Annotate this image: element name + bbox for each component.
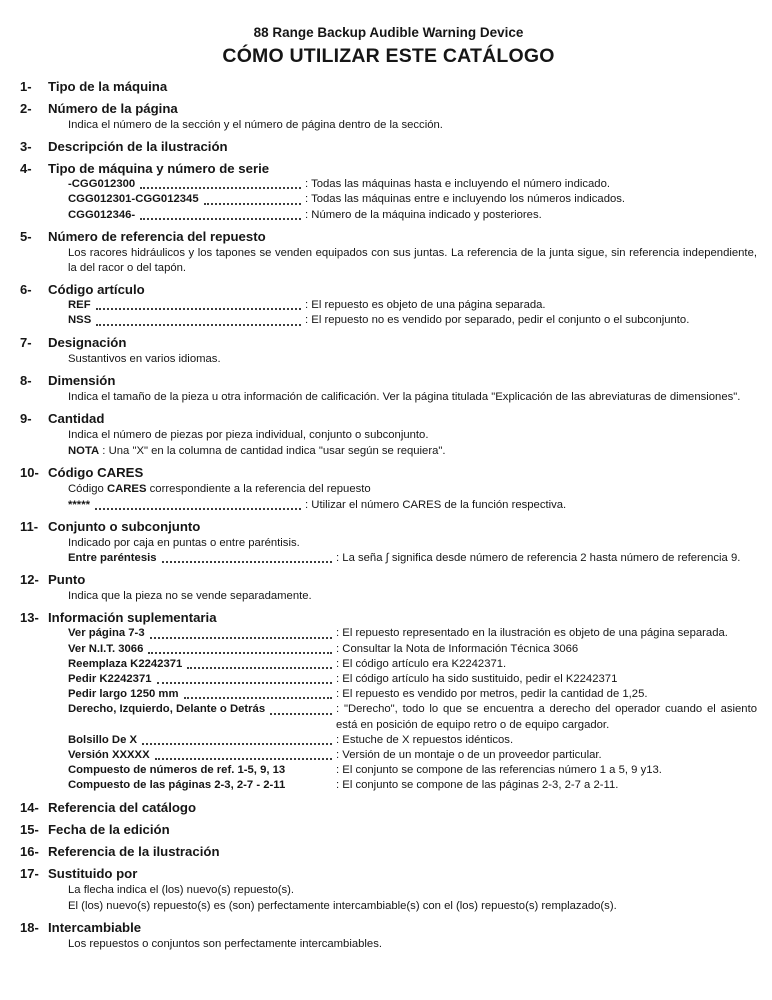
definition-row xyxy=(68,687,757,702)
definition-description: : El repuesto es objeto de una página separada. xyxy=(305,298,757,313)
section xyxy=(20,78,757,95)
definition-row xyxy=(68,626,757,641)
definition-term: REF xyxy=(68,299,91,312)
section-number: 10- xyxy=(20,465,39,481)
section-content xyxy=(48,609,757,793)
section-title: Tipo de máquina y número de serie xyxy=(48,161,270,177)
section-content xyxy=(48,160,757,223)
paragraph-text: Código xyxy=(68,483,107,496)
paragraph-text: Indicado por caja en puntas o entre paréntisis. xyxy=(68,536,300,549)
dotted-leader xyxy=(184,697,332,699)
dotted-leader xyxy=(157,682,332,684)
section-paragraph xyxy=(48,482,757,497)
definition-termwrap xyxy=(68,551,336,566)
definition-row xyxy=(68,657,757,672)
section-number: 18- xyxy=(20,920,39,936)
section xyxy=(20,410,757,459)
section xyxy=(20,518,757,566)
definition-description: : La seña ∫ significa desde número de referencia 2 hasta número de referencia 9. xyxy=(336,551,757,566)
definition-termwrap xyxy=(68,702,336,717)
definition-description: : El repuesto es vendido por metros, pedir la cantidad de 1,25. xyxy=(336,687,757,702)
section-title: Intercambiable xyxy=(48,920,142,936)
definition-termwrap xyxy=(68,733,336,748)
section-paragraph xyxy=(48,390,757,405)
definition-term: ***** xyxy=(68,498,90,511)
definition-term: Compuesto de las páginas 2-3, 2-7 - 2-11 xyxy=(68,779,286,792)
section-title: Descripción de la ilustración xyxy=(48,139,228,155)
page-title: CÓMO UTILIZAR ESTE CATÁLOGO xyxy=(222,45,555,67)
section-number: 8- xyxy=(20,372,32,388)
section-number: 1- xyxy=(20,79,32,94)
definition-term: Ver N.I.T. 3066 xyxy=(68,642,144,655)
paragraph-text: Sustantivos en varios idiomas. xyxy=(68,352,221,365)
section xyxy=(20,571,757,604)
document-subtitle: 88 Range Backup Audible Warning Device xyxy=(253,25,524,40)
section-number: 12- xyxy=(20,572,39,588)
section-paragraph xyxy=(48,937,757,952)
definition-term: Pedir largo 1250 mm xyxy=(68,688,179,701)
paragraph-text: La flecha indica el (los) nuevo(s) repuesto(s). xyxy=(68,883,295,896)
paragraph-text: NOTA xyxy=(68,445,100,458)
dotted-leader xyxy=(142,743,332,745)
section-content xyxy=(48,464,757,512)
definition-term: Bolsillo De X xyxy=(68,733,138,746)
definition-termwrap xyxy=(68,192,305,207)
definition-row xyxy=(68,498,757,513)
dotted-leader xyxy=(270,713,332,715)
definition-description: : El repuesto no es vendido por separado, pedir el conjunto o el subconjunto. xyxy=(305,313,757,328)
section xyxy=(20,100,757,133)
section-number: 6- xyxy=(20,282,32,298)
dotted-leader xyxy=(155,758,332,760)
section-paragraph xyxy=(48,118,757,133)
definition-list xyxy=(48,498,757,513)
definition-description: : Todas las máquinas entre e incluyendo los números indicados. xyxy=(305,192,757,207)
definition-row xyxy=(68,702,757,732)
document-header xyxy=(20,24,757,68)
definition-termwrap xyxy=(68,657,336,672)
definition-row xyxy=(68,748,757,763)
definition-description: : El conjunto se compone de las referencias número 1 a 5, 9 y13. xyxy=(336,763,757,778)
definition-termwrap xyxy=(68,642,336,657)
section-title: Tipo de la máquina xyxy=(48,79,168,94)
section-number: 4- xyxy=(20,161,32,177)
section-paragraph xyxy=(48,589,757,604)
definition-row xyxy=(68,192,757,207)
definition-termwrap xyxy=(68,208,305,223)
section-number: 17- xyxy=(20,865,39,881)
section-title: Cantidad xyxy=(48,411,105,427)
section-title: Fecha de la edición xyxy=(48,821,170,837)
definition-row xyxy=(68,672,757,687)
section xyxy=(20,821,757,838)
definition-term: Entre paréntesis xyxy=(68,552,157,565)
section-paragraph xyxy=(48,536,757,551)
section-number: 16- xyxy=(20,843,39,859)
definition-term: Compuesto de números de ref. 1-5, 9, 13 xyxy=(68,764,286,777)
section xyxy=(20,228,757,276)
definition-termwrap xyxy=(68,626,336,641)
definition-row xyxy=(68,313,757,328)
dotted-leader xyxy=(187,667,332,669)
section-content xyxy=(48,919,757,952)
definition-description: : "Derecho", todo lo que se encuentra a derecho del operador cuando el asiento está en posición de equipo retro o de equipo cargador. xyxy=(336,702,757,732)
definition-termwrap xyxy=(68,313,305,328)
definition-term: CGG012301-CGG012345 xyxy=(68,193,199,206)
section-content xyxy=(48,78,757,95)
section-content xyxy=(48,821,757,838)
section-paragraph xyxy=(48,246,757,276)
section xyxy=(20,843,757,860)
dotted-leader xyxy=(204,203,301,205)
section-paragraph xyxy=(48,352,757,367)
section xyxy=(20,160,757,223)
section-number: 15- xyxy=(20,821,39,837)
section-content xyxy=(48,799,757,816)
dotted-leader xyxy=(150,637,332,639)
definition-description: : El código artículo era K2242371. xyxy=(336,657,757,672)
definition-row xyxy=(68,551,757,566)
definition-description: : Número de la máquina indicado y posteriores. xyxy=(305,208,757,223)
definition-row xyxy=(68,642,757,657)
section xyxy=(20,372,757,405)
definition-termwrap xyxy=(68,778,336,793)
definition-description: : El repuesto representado en la ilustración es objeto de una página separada. xyxy=(336,626,757,641)
section xyxy=(20,799,757,816)
paragraph-text: Los racores hidráulicos y los tapones se venden equipados con sus juntas. La referencia de la junta sigue, sin referencia independiente, la del racor o del tapón. xyxy=(68,246,757,275)
section-title: Referencia de la ilustración xyxy=(48,843,220,859)
definition-term: Reemplaza K2242371 xyxy=(68,657,183,670)
section-content xyxy=(48,228,757,276)
section-number: 5- xyxy=(20,228,32,244)
dotted-leader xyxy=(148,652,332,654)
section-content xyxy=(48,372,757,405)
dotted-leader xyxy=(162,561,332,563)
definition-row xyxy=(68,778,757,793)
section-content xyxy=(48,334,757,367)
paragraph-text: CARES xyxy=(106,483,147,496)
definition-termwrap xyxy=(68,498,305,513)
definition-term: Pedir K2242371 xyxy=(68,673,152,686)
definition-termwrap xyxy=(68,672,336,687)
section-number: 7- xyxy=(20,334,32,350)
paragraph-text: Indica el número de la sección y el número de página dentro de la sección. xyxy=(68,119,443,131)
section xyxy=(20,281,757,328)
section-number: 3- xyxy=(20,139,32,155)
definition-row xyxy=(68,298,757,313)
section-number: 2- xyxy=(20,101,32,116)
section xyxy=(20,138,757,155)
definition-term: CGG012346- xyxy=(68,208,136,221)
definition-termwrap xyxy=(68,298,305,313)
definition-row xyxy=(68,733,757,748)
section-number: 9- xyxy=(20,411,32,427)
section-title: Código artículo xyxy=(48,282,145,298)
definition-row xyxy=(68,208,757,223)
definition-term: NSS xyxy=(68,314,92,327)
section-number: 14- xyxy=(20,799,39,815)
definition-list xyxy=(48,626,757,793)
definition-term: -CGG012300 xyxy=(68,178,136,191)
section-paragraph xyxy=(48,883,757,898)
section-title: Sustituido por xyxy=(48,865,138,881)
section-number: 13- xyxy=(20,610,39,626)
section-title: Información suplementaria xyxy=(48,610,217,626)
section-content xyxy=(48,281,757,328)
dotted-leader xyxy=(96,308,301,310)
definition-list xyxy=(48,551,757,566)
definition-termwrap xyxy=(68,748,336,763)
section xyxy=(20,919,757,952)
section xyxy=(20,609,757,793)
definition-description: : Todas las máquinas hasta e incluyendo el número indicado. xyxy=(305,177,757,192)
definition-term: Derecho, Izquierdo, Delante o Detrás xyxy=(68,703,266,716)
section xyxy=(20,865,757,914)
definition-term: Ver página 7-3 xyxy=(68,627,145,640)
section-title: Dimensión xyxy=(48,372,116,388)
definition-row xyxy=(68,763,757,778)
section-title: Número de referencia del repuesto xyxy=(48,228,266,244)
paragraph-text: Indica el número de piezas por pieza individual, conjunto o subconjunto. xyxy=(68,429,429,442)
section-title: Punto xyxy=(48,572,86,588)
section-paragraph xyxy=(48,444,757,459)
definition-termwrap xyxy=(68,177,305,192)
section-paragraph xyxy=(48,428,757,443)
definition-description: : Versión de un montaje o de un proveedor particular. xyxy=(336,748,757,763)
paragraph-text: Los repuestos o conjuntos son perfectamente intercambiables. xyxy=(68,938,382,951)
section-content xyxy=(48,571,757,604)
definition-description: : Consultar la Nota de Información Técnica 3066 xyxy=(336,642,757,657)
definition-list xyxy=(48,298,757,328)
definition-description: : El conjunto se compone de las páginas 2-3, 2-7 a 2-11. xyxy=(336,778,757,793)
section-content xyxy=(48,100,757,133)
section-title: Número de la página xyxy=(48,101,178,116)
definition-termwrap xyxy=(68,763,336,778)
paragraph-text: : Una "X" en la columna de cantidad indica "usar según se requiera". xyxy=(99,445,446,458)
definition-termwrap xyxy=(68,687,336,702)
definition-row xyxy=(68,177,757,192)
paragraph-text: Indica el tamaño de la pieza u otra información de calificación. Ver la página titulada "Explicación de las abreviaturas de dimensiones". xyxy=(68,390,741,403)
section-content xyxy=(48,410,757,459)
section-title: Código CARES xyxy=(48,465,144,481)
paragraph-text: Indica que la pieza no se vende separadamente. xyxy=(68,590,312,603)
section-title: Referencia del catálogo xyxy=(48,799,197,815)
paragraph-text: El (los) nuevo(s) repuesto(s) es (son) perfectamente intercambiable(s) con el (los) repuesto(s) remplazado(s). xyxy=(68,899,617,912)
section-title: Conjunto o subconjunto xyxy=(48,518,201,534)
definition-description: : Estuche de X repuestos idénticos. xyxy=(336,733,757,748)
dotted-leader xyxy=(96,324,301,326)
section-title: Designación xyxy=(48,334,127,350)
definition-term: Versión XXXXX xyxy=(68,749,150,762)
section xyxy=(20,334,757,367)
sections xyxy=(20,78,757,952)
section-paragraph xyxy=(48,899,757,914)
dotted-leader xyxy=(140,187,301,189)
section-content xyxy=(48,843,757,860)
section-content xyxy=(48,865,757,914)
dotted-leader xyxy=(140,218,301,220)
section-content xyxy=(48,518,757,566)
section xyxy=(20,464,757,512)
section-content xyxy=(48,138,757,155)
section-number: 11- xyxy=(20,518,39,534)
dotted-leader xyxy=(95,508,301,510)
paragraph-text: correspondiente a la referencia del repuesto xyxy=(146,483,371,496)
definition-description: : Utilizar el número CARES de la función respectiva. xyxy=(305,498,757,513)
definition-description: : El código artículo ha sido sustituido, pedir el K2242371 xyxy=(336,672,757,687)
definition-list xyxy=(48,177,757,223)
